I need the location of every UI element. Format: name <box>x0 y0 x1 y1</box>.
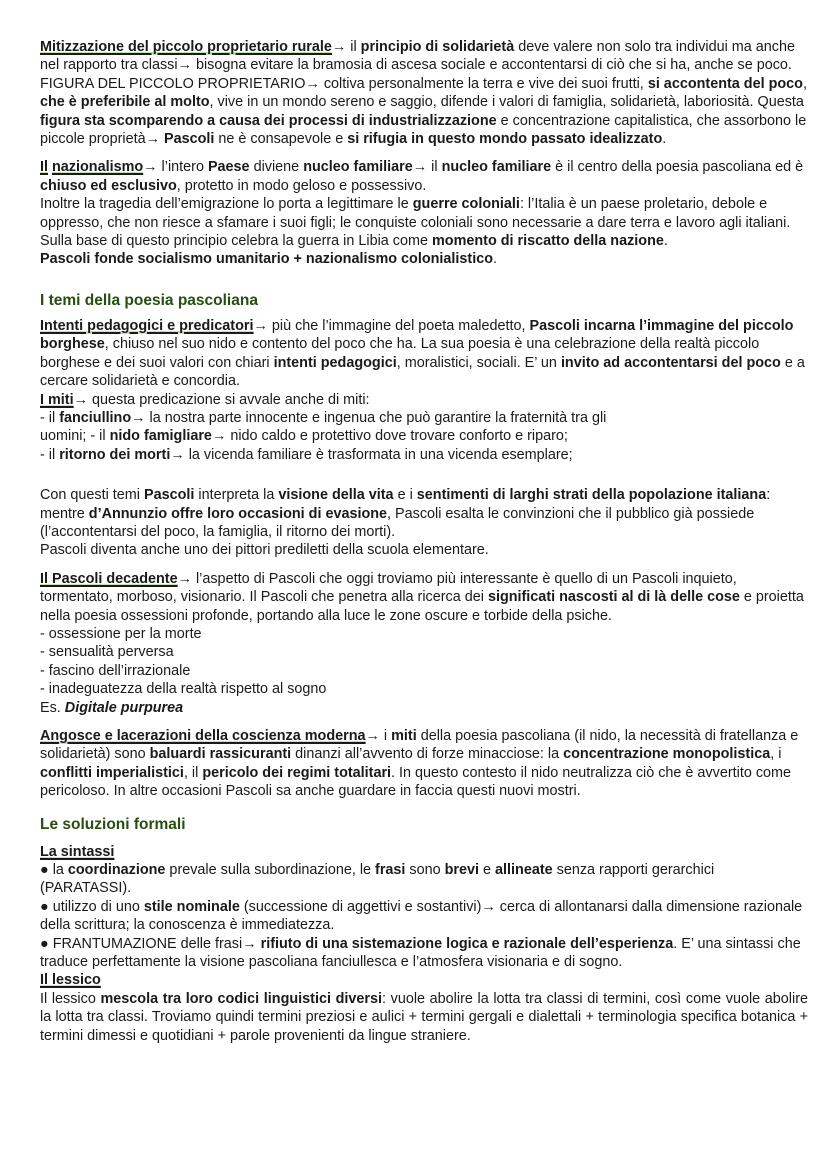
text: ● la <box>40 862 68 879</box>
paragraph-sintesi <box>40 250 808 268</box>
text: e concentrazione capitalistica, che assorbono le piccole proprietà→ <box>40 112 807 148</box>
text: . E’ una sintassi che traduce perfettamente la visione pascoliana fanciullesca e l’atmosfera visionaria e di sogno. <box>40 935 801 971</box>
text: → questa predicazione si avvale anche di miti: <box>73 391 370 408</box>
example-line <box>40 699 808 717</box>
text: uomini; - il <box>40 428 110 445</box>
text: . In questo contesto il nido neutralizza ciò che è avvertito come pericoloso. In altre occasioni Pascoli sa anche guardare in faccia questi nuovi mostri. <box>40 764 792 800</box>
bold-text: pericolo dei regimi totalitari <box>202 764 392 781</box>
bold-text: frasi <box>375 862 406 879</box>
list-item: - ossessione per la morte <box>40 625 202 642</box>
heading-mitizzazione: Mitizzazione del piccolo proprietario rurale <box>40 39 332 55</box>
bold-text: rifiuto di una sistemazione logica e razionale dell’esperienza <box>260 935 674 952</box>
bold-text: momento di riscatto della nazione <box>431 233 664 250</box>
text: → il <box>331 39 361 55</box>
bold-text: nucleo familiare <box>303 159 413 176</box>
paragraph-figura <box>40 75 808 149</box>
text: , protetto in modo geloso e possessivo. <box>176 177 427 194</box>
list-item <box>40 446 808 464</box>
text: , chiuso nel suo nido e contento del poco che ha. La sua poesia è una celebrazione della realtà piccolo borghese e dei suoi valori con chiari <box>40 336 760 371</box>
heading-lessico-line <box>40 971 808 989</box>
list-item: - fascino dell’irrazionale <box>40 662 191 679</box>
bold-text: ritorno dei morti <box>59 446 171 463</box>
bold-text: Pascoli <box>163 131 215 148</box>
paragraph-decadente <box>40 570 808 625</box>
text: ne è consapevole e <box>214 131 348 148</box>
bold-text: concentrazione monopolistica <box>563 746 771 763</box>
text: → più che l’immagine del poeta maledetto, <box>253 317 530 334</box>
text: deve valere non solo tra individui ma anche nel rapporto tra classi→ bisogna evitare la bramosia di ascesa sociale e accontentarsi di ciò che si ha, anche se poco. <box>40 39 795 74</box>
text: FIGURA DEL PICCOLO PROPRIETARIO→ coltiva personalmente la terra e vive dei suoi frutti, <box>40 75 648 92</box>
bold-text: coordinazione <box>67 862 166 879</box>
bold-text: invito ad accontentarsi del poco <box>560 354 781 371</box>
bold-text: si rifugia in questo mondo passato idealizzato <box>347 131 663 148</box>
text: → l’aspetto di Pascoli che oggi troviamo più interessante è quello di un Pascoli inquieto, tormentato, morboso, visionario. Il Pascoli che penetra alla ricerca dei <box>40 570 737 606</box>
text: - il <box>40 446 60 463</box>
bold-text: figura sta scomparendo a causa dei processi di industrializzazione <box>40 112 497 129</box>
section-title-soluzioni: Le soluzioni formali <box>40 815 186 833</box>
text: interpreta la <box>194 487 279 504</box>
bold-text: che è preferibile al molto <box>40 94 210 111</box>
bold-text: mescola tra loro codici linguistici diversi <box>100 990 382 1007</box>
text: ● utilizzo di uno <box>40 898 144 915</box>
text: Es. <box>40 699 65 716</box>
text: → nido caldo e protettivo dove trovare conforto e riparo; <box>211 428 568 445</box>
text: → i <box>365 728 392 744</box>
bold-text: conflitti imperialistici <box>40 764 184 781</box>
text: ● FRANTUMAZIONE delle frasi→ <box>40 935 261 952</box>
text: della poesia pascoliana (il nido, la necessità di fratellanza e solidarietà) sono <box>40 728 799 763</box>
paragraph-visione <box>40 486 808 541</box>
paragraph-intenti <box>40 317 808 391</box>
text: . <box>663 233 668 250</box>
list-item <box>40 409 808 427</box>
heading-sintassi-line <box>40 843 808 861</box>
bold-text: brevi <box>444 862 480 879</box>
text: : vuole abolire la lotta tra classi di termini, così come vuole abolire la lotta tra classi. Troviamo quindi termini preziosi e aulici + termini gergali e dialettali + terminologia specifica botanica + termini dimessi e quotidiani + parole provenienti da lingue straniere. <box>40 990 808 1044</box>
text: , <box>802 75 807 92</box>
text: , vive in un mondo sereno e saggio, difende i valori di famiglia, solidarietà, laboriosità. Questa <box>209 94 804 111</box>
bold-text: stile nominale <box>143 898 240 915</box>
paragraph-guerre-coloniali <box>40 195 808 250</box>
text: → il <box>412 159 442 176</box>
text: sono <box>405 862 445 879</box>
paragraph-nazionalismo <box>40 158 808 195</box>
bold-text: guerre coloniali <box>412 196 520 213</box>
bold-text: Pascoli fonde socialismo umanitario + nazionalismo colonialistico <box>40 251 494 268</box>
bold-text: allineate <box>495 862 553 879</box>
bullet-item <box>40 861 808 898</box>
bold-text: fanciullino <box>59 409 132 426</box>
bold-text: nido famigliare <box>109 428 212 445</box>
text: , Pascoli esalta le convinzioni che il pubblico già possiede (l’accontentarsi del poco, la famiglia, il ritorno dei morti). <box>40 505 755 540</box>
bold-text: chiuso ed esclusivo <box>40 177 177 194</box>
text: : mentre <box>40 487 771 522</box>
list-item <box>40 427 808 445</box>
text: , il <box>183 764 203 781</box>
heading-intenti: Intenti pedagogici e predicatori <box>40 317 254 334</box>
text: , i <box>770 746 782 763</box>
text: dinanzi all’avvento di forze minacciose: la <box>291 746 564 763</box>
text: Inoltre la tragedia dell’emigrazione lo porta a legittimare le <box>40 196 413 213</box>
text: è il centro della poesia pascoliana ed è <box>551 159 804 176</box>
list-item: - sensualità perversa <box>40 644 174 661</box>
bold-text: nucleo familiare <box>441 159 552 176</box>
text: . <box>662 131 667 148</box>
heading-lessico: Il lessico <box>40 972 101 989</box>
text: : l’Italia è un paese proletario, debole e oppresso, che non riesce a sfamare i suoi figli; le conquiste coloniali sono necessarie a dare terra e lavoro agli italiani. Sulla base di questo principio celebra la guerra in Libia come <box>40 196 791 250</box>
paragraph-lessico <box>40 990 808 1045</box>
section-title-temi: I temi della poesia pascoliana <box>40 291 258 309</box>
bold-text: visione della vita <box>278 487 394 504</box>
text: → la vicenda familiare è trasformata in una vicenda esemplare; <box>170 446 573 463</box>
bullet-item <box>40 898 808 935</box>
text: senza rapporti gerarchici (PARATASSI). <box>40 862 715 897</box>
bold-text: Paese <box>207 159 250 176</box>
heading-miti: I miti <box>40 391 74 408</box>
bold-text: significati nascosti al di là delle cose <box>487 589 740 606</box>
text: prevale sulla subordinazione, le <box>165 862 376 879</box>
text: Con questi temi <box>40 487 144 504</box>
paragraph-mitizzazione <box>40 38 808 75</box>
heading-nazionalismo: nazionalismo <box>52 159 144 176</box>
text: → la nostra parte innocente e ingenua che può garantire la fraternità tra gli <box>131 409 607 426</box>
text: e proietta nella poesia ossessioni profonde, portando alla luce le zone oscure e torbide della psiche. <box>40 589 804 624</box>
paragraph-pittori: Pascoli diventa anche uno dei pittori prediletti della scuola elementare. <box>40 542 489 559</box>
bold-text: intenti pedagogici <box>273 354 397 371</box>
bold-text: principio di solidarietà <box>360 39 515 55</box>
text: , moralistici, sociali. E’ un <box>396 354 561 371</box>
text: . <box>493 251 498 268</box>
text: diviene <box>249 159 304 176</box>
heading-sintassi: La sintassi <box>40 843 115 860</box>
bold-text: Pascoli incarna l’immagine del piccolo borghese <box>40 317 794 353</box>
example-title: Digitale purpurea <box>64 699 184 716</box>
heading-decadente: Il Pascoli decadente <box>40 570 178 587</box>
text: - il <box>40 409 60 426</box>
list-item: - inadeguatezza della realtà rispetto al sogno <box>40 681 327 698</box>
heading-il: Il <box>40 159 48 176</box>
text: → l’intero <box>143 159 208 176</box>
text: e i <box>393 487 417 504</box>
bold-text: baluardi rassicuranti <box>149 746 292 763</box>
bold-text: d’Annunzio offre loro occasioni di evasione <box>88 505 388 522</box>
bold-text: sentimenti di larghi strati della popolazione italiana <box>416 487 767 504</box>
paragraph-miti <box>40 391 808 409</box>
text: (successione di aggettivi e sostantivi)→ cerca di allontanarsi dalla dimensione razionale della scrittura; la conoscenza è immediatezza. <box>40 898 803 934</box>
text: Il lessico <box>40 990 101 1007</box>
bold-text: si accontenta del poco <box>647 75 803 92</box>
bold-text: Pascoli <box>143 487 195 504</box>
paragraph-angosce <box>40 727 808 801</box>
text: e <box>479 862 496 879</box>
bullet-item <box>40 935 808 972</box>
heading-angosce: Angosce e lacerazioni della coscienza moderna <box>40 728 366 744</box>
bold-text: miti <box>391 728 417 744</box>
text: e a cercare solidarietà e concordia. <box>40 354 805 390</box>
